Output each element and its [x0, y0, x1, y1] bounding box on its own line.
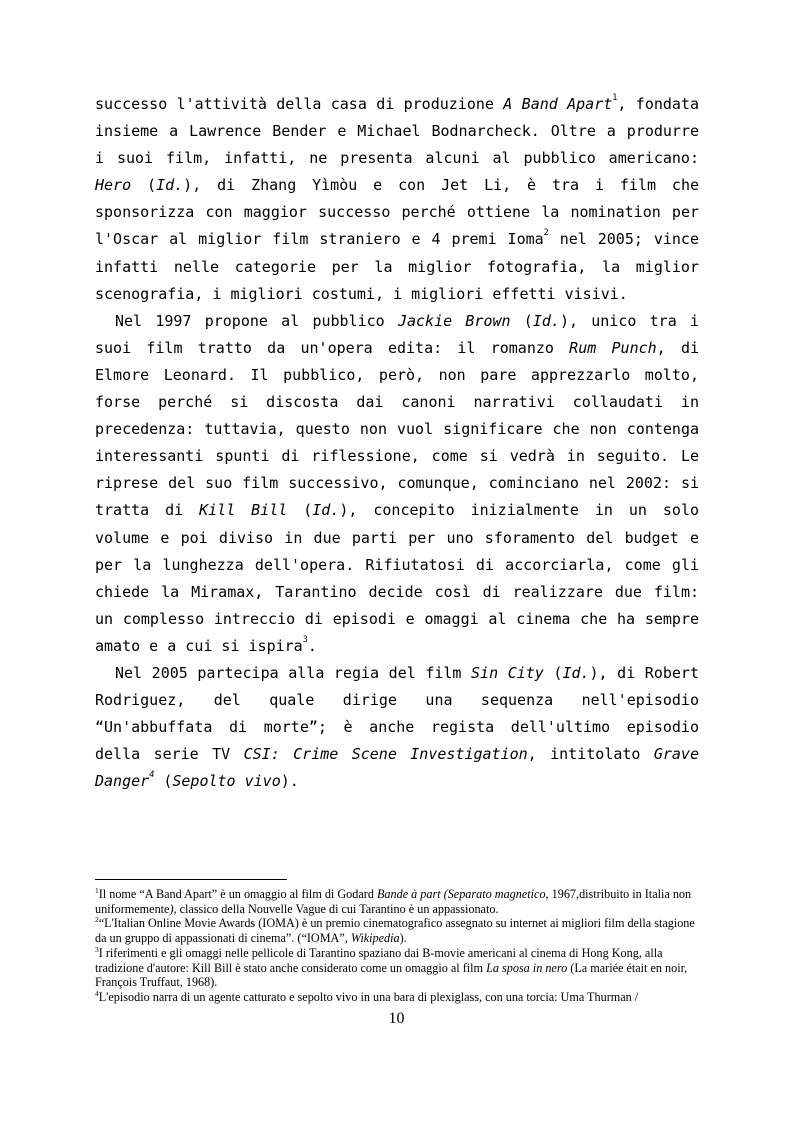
- footnote-ref-1[interactable]: 1: [612, 93, 618, 103]
- episode-title: Grave Danger: [95, 745, 699, 791]
- footnote-text: I riferimenti e gli omaggi nelle pellicole di Tarantino spaziano dai B-movie americani al cinema di Hong Kong, alla tradizione d'autore: Kill Bill è stato anche considerato come un omaggio al film: [95, 945, 663, 975]
- film-title: La sposa in nero: [486, 960, 568, 975]
- footnote-text: 1967,distribuito in Italia non uniformemente: [95, 887, 692, 916]
- paragraph-1: [95, 91, 699, 308]
- text-run: successo l'attività della casa di produzione: [95, 95, 504, 113]
- text-run: Nel 1997 propone al pubblico: [115, 311, 398, 330]
- text-run: ).: [280, 772, 299, 791]
- text-run: ), unico tra i suoi film tratto da un'opera edita: il romanzo: [95, 311, 700, 357]
- film-title: Jackie Brown: [397, 311, 511, 330]
- footnote-1: [95, 887, 699, 916]
- footnote-text: classico della Nouvelle Vague di cui Tarantino è un appassionato.: [176, 901, 499, 916]
- paragraph-2: [95, 308, 699, 660]
- footnote-mark: 3: [95, 944, 99, 954]
- footnote-ref-2[interactable]: 2: [543, 228, 549, 239]
- footnotes: [95, 887, 699, 1005]
- text-run: ), di Robert Rodriguez, del quale dirige una sequenza nell'episodio “Un'abbuffata di morte”; è anche regista dell'ultimo episodio della serie TV: [95, 663, 699, 764]
- footnote-text: Il nome “A Band Apart” è un omaggio al film di Godard: [98, 887, 377, 901]
- footnote-mark: 1: [95, 886, 99, 895]
- footnote-separator: [95, 879, 287, 880]
- footnote-3: [95, 946, 699, 990]
- page-number: 10: [388, 1010, 405, 1027]
- text-run: (: [287, 501, 313, 520]
- text-run: (: [154, 772, 173, 791]
- body-text: [95, 91, 699, 795]
- footnote-ref-3[interactable]: 3: [302, 634, 308, 645]
- text-run: , intitolato: [527, 745, 654, 764]
- idem-marker: Id.: [532, 311, 560, 330]
- film-title: Kill Bill: [199, 501, 288, 520]
- tv-series-title: CSI: Crime Scene Investigation: [243, 745, 528, 764]
- text-run: (: [131, 176, 157, 195]
- footnote-mark: 4: [95, 988, 99, 998]
- episode-italian-title: Sepolto vivo: [172, 772, 281, 791]
- text-run: , fondata insieme a Lawrence Bender e Michael Bodnarcheck. Oltre a produrre i suoi film, infatti, ne presenta alcuni al pubblico americano:: [95, 95, 699, 168]
- source-name: Wikipedia: [350, 931, 400, 946]
- text-run: , di Elmore Leonard. Il pubblico, però, non pare apprezzarlo molto, forse perché si discosta dai canoni narrativi collaudati in precedenza: tuttavia, questo non vuol significare che non contenga interessanti spunti di riflessione, come si vedrà in seguito. Le riprese del suo film successivo, comunque, cominciano nel 2002: si tratta di: [95, 338, 700, 520]
- text-run: .: [307, 636, 317, 655]
- footnote-text: L'episodio narra di un agente catturato e sepolto vivo in una bara di plexiglass, con una torcia: Uma Thurman /: [98, 989, 639, 1004]
- paragraph-3: [95, 660, 699, 795]
- footnote-mark: 2: [95, 915, 99, 925]
- footnote-ref-4[interactable]: 4: [149, 770, 155, 781]
- text-run: ), concepito inizialmente in un solo volume e poi diviso in due parti per uno sforamento del budget e per la lunghezza dell'opera. Rifiutatosi di accorciarla, come gli chiede la Miramax, Tarantino decide così di realizzare due film: un complesso intreccio di episodi e omaggi al cinema che ha sempre amato e a cui si ispira: [95, 501, 700, 655]
- footnote-text: “L'Italian Online Movie Awards (IOMA) è un premio cinematografico assegnato su internet ai migliori film della stagione da un gruppo di appassionati di cinema”. (“IOMA”,: [95, 916, 695, 946]
- idem-marker: Id.: [562, 663, 590, 682]
- novel-title: Rum Punch: [569, 338, 657, 357]
- footnote-text: ),: [169, 901, 177, 916]
- text-run: (: [510, 311, 533, 330]
- film-title: Hero: [95, 176, 132, 195]
- text-run: (: [543, 663, 563, 682]
- footnote-2: [95, 916, 699, 945]
- text-run: ), di Zhang Yìmòu e con Jet Li, è tra i film che sponsorizza con maggior successo perché ottiene la nomination per l'Oscar al miglior film straniero e 4 premi Ioma: [95, 176, 700, 249]
- footnote-text: (La mariée était en noir, François Truffaut, 1968).: [95, 960, 688, 990]
- footnote-4: [95, 990, 699, 1005]
- text-run: nel 2005; vince infatti nelle categorie per la miglior fotografia, la miglior scenografia, i migliori costumi, i migliori effetti visivi.: [95, 230, 699, 303]
- idem-marker: Id.: [312, 501, 340, 520]
- footnote-text: ).: [399, 931, 407, 946]
- film-title: Sin City: [471, 663, 544, 682]
- text-run: Nel 2005 partecipa alla regia del film: [115, 663, 472, 682]
- idem-marker: Id.: [156, 176, 184, 195]
- film-title: Bande à part (Separato magnetico,: [376, 887, 549, 901]
- company-name: A Band Apart: [503, 95, 613, 113]
